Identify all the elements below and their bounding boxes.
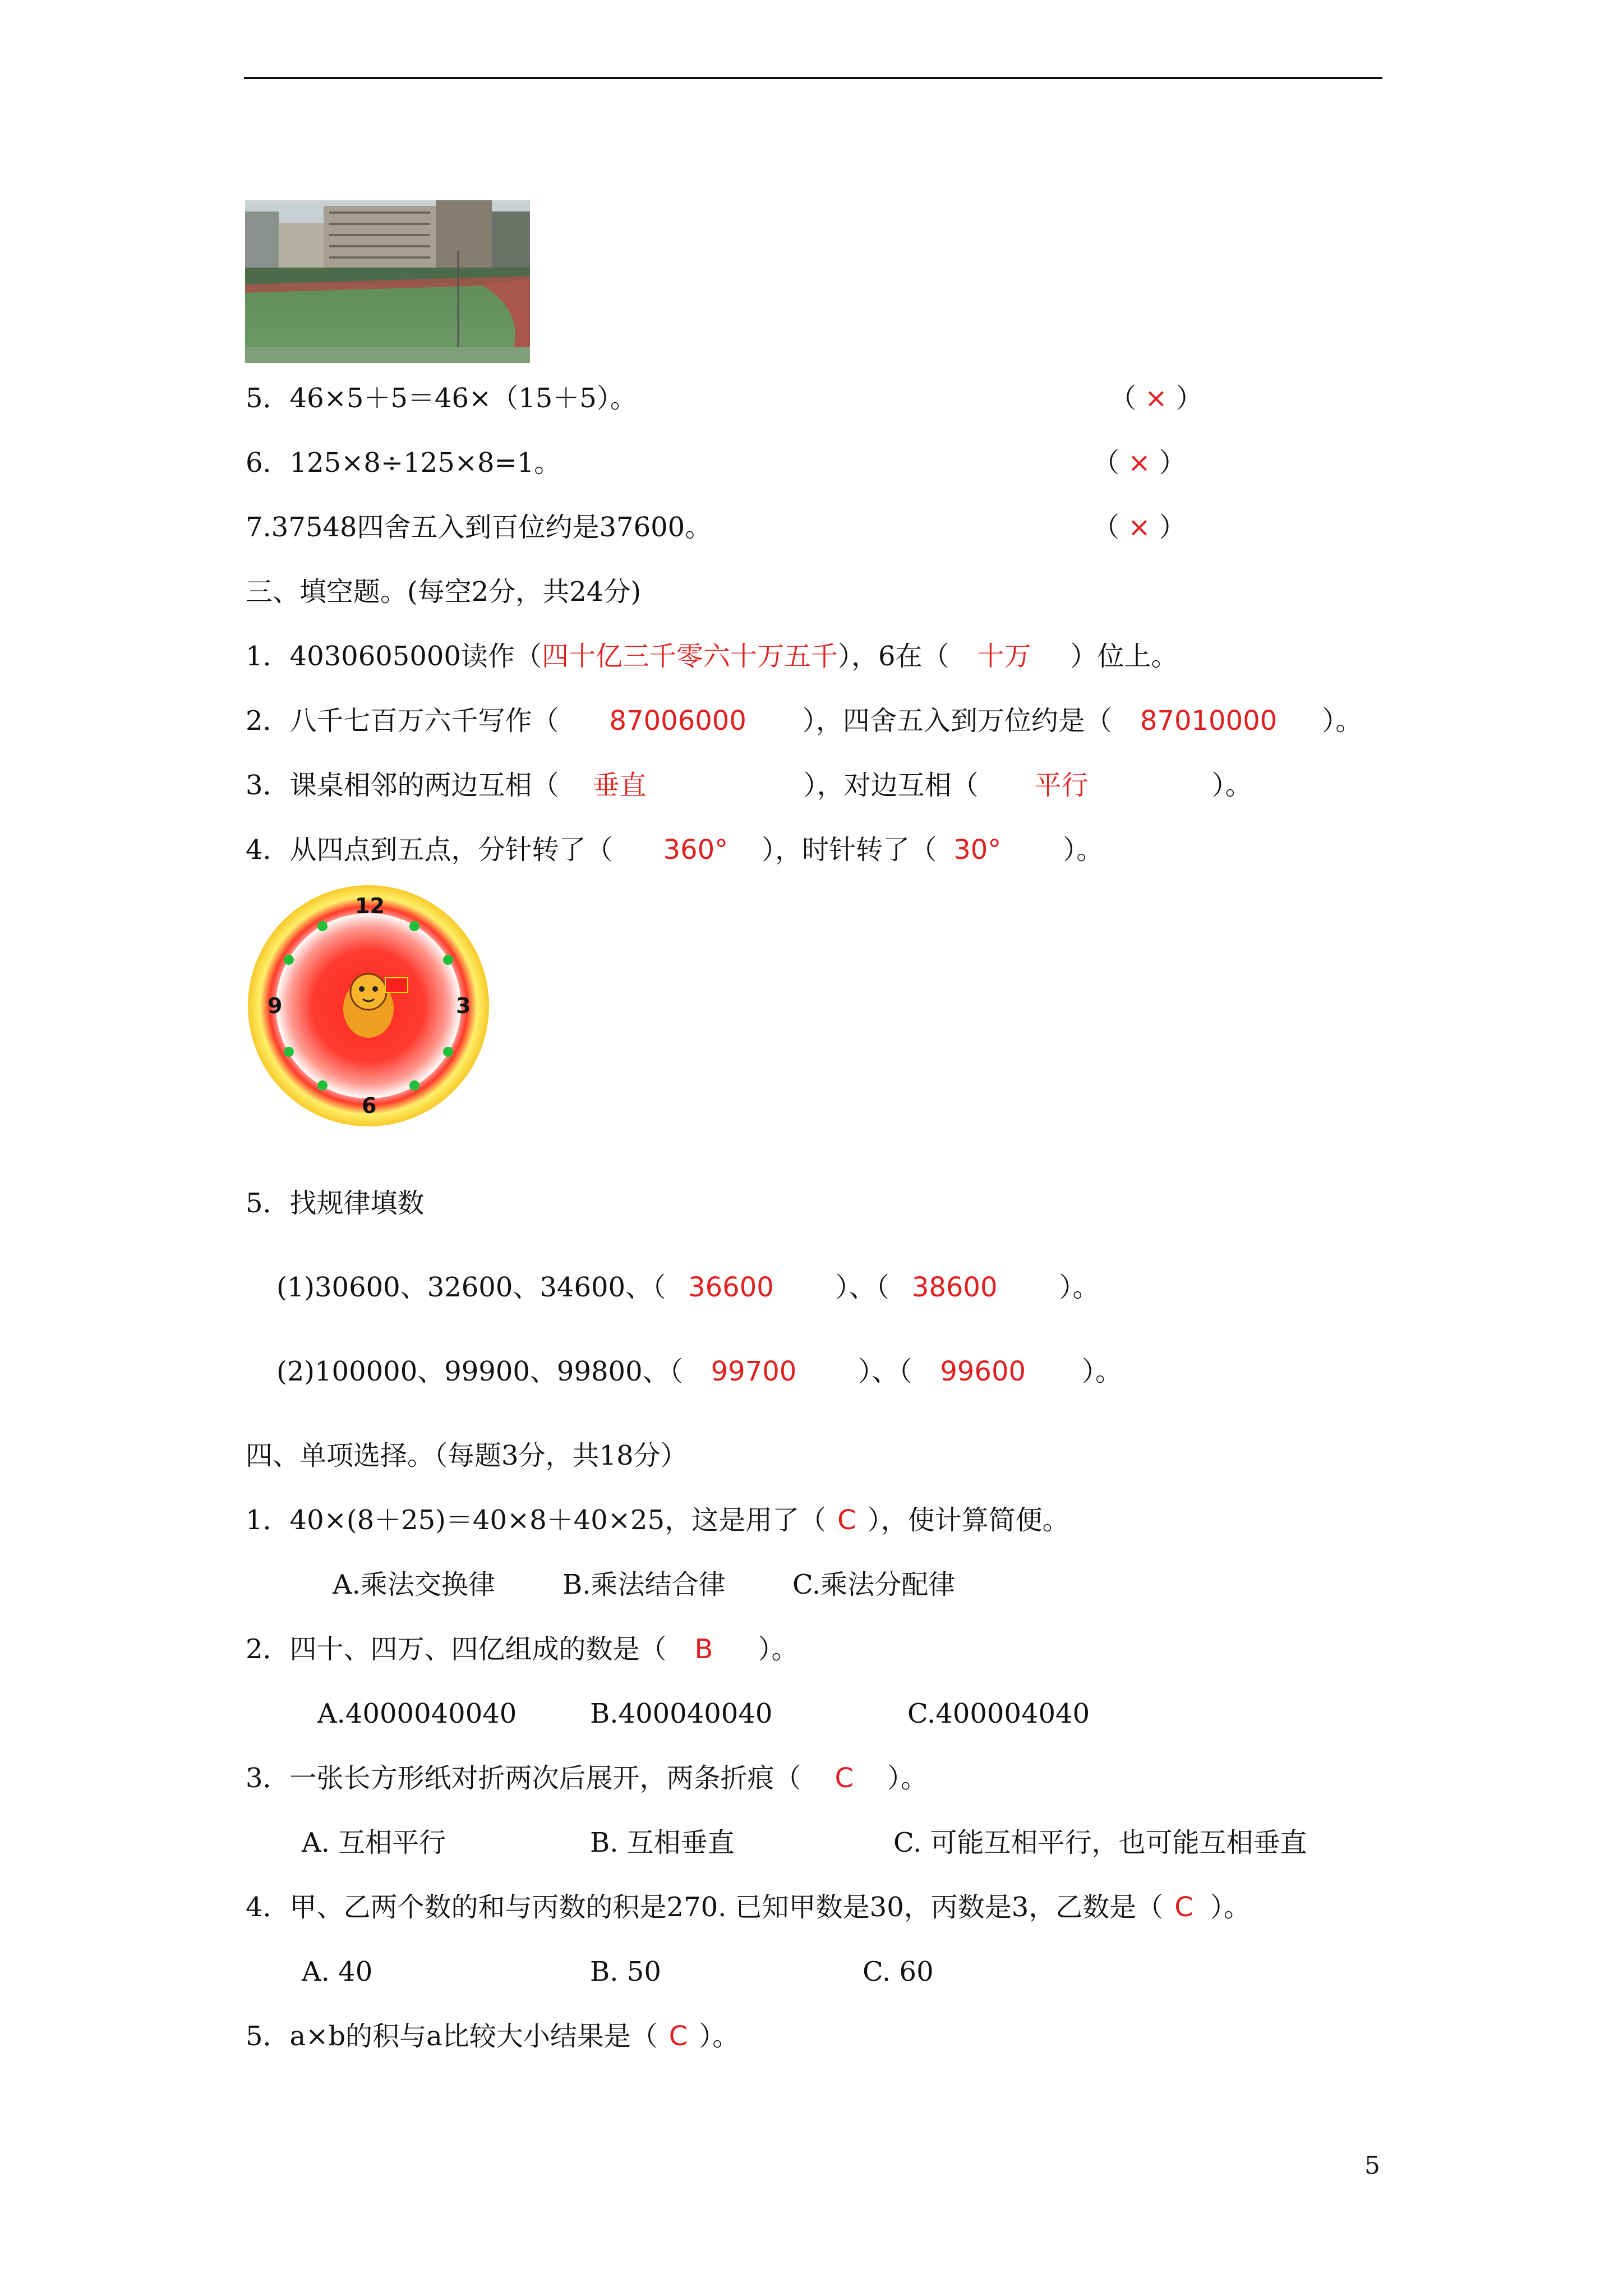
choice-q2: 2．四十、四万、四亿组成的数是（ B ）。 [246, 1634, 799, 1665]
clock-6: 6 [362, 1093, 377, 1118]
choice-q2-opt-a: A.4000040040 [317, 1698, 517, 1729]
judge-q5-mark: （ × ） [1109, 383, 1203, 414]
choice-q5: 5．a×b的积与a比较大小结果是（ C ）。 [246, 2021, 740, 2052]
choice-q1-opt-b: B.乘法结合律 [562, 1569, 726, 1600]
judge-q6: 6．125×8÷125×8=1。 [246, 447, 561, 478]
choice-q4-opt-a: A. 40 [302, 1956, 373, 1987]
choice-q3-opt-b: B. 互相垂直 [590, 1827, 735, 1858]
section3-title: 三、填空题。(每空2分，共24分) [246, 576, 642, 608]
choice-q4: 4．甲、乙两个数的和与丙数的积是270. 已知甲数是30，丙数是3，乙数是（ C ）。 [246, 1892, 1251, 1923]
choice-q3-opt-c: C. 可能互相平行，也可能互相垂直 [893, 1827, 1307, 1858]
choice-q3: 3．一张长方形纸对折两次后展开，两条折痕（ C ）。 [246, 1763, 928, 1794]
fill-q2: 2．八千七百万六千写作（ 87006000 ），四舍五入到万位约是（ 87010000 ）。 [246, 705, 1363, 737]
page-number: 5 [1364, 2151, 1380, 2180]
choice-q4-opt-c: C. 60 [863, 1956, 934, 1987]
judge-q7: 7.37548四舍五入到百位约是37600。 [246, 512, 712, 543]
fill-q3: 3．课桌相邻的两边互相（ 垂直 ），对边互相（ 平行 ）。 [246, 770, 1252, 801]
fill-q5-s1: (1)30600、32600、34600、（ 36600 ）、（ 38600 ）。 [276, 1272, 1100, 1303]
header-rule [244, 77, 1382, 79]
judge-q5: 5．46×5＋5＝46×（15＋5）。 [246, 383, 637, 414]
playground-photo [245, 200, 530, 363]
clock-image [245, 882, 492, 1129]
section4-title: 四、单项选择。（每题3分，共18分） [246, 1440, 688, 1471]
choice-q4-opt-b: B. 50 [590, 1956, 661, 1987]
choice-q2-opt-c: C.400004040 [907, 1698, 1090, 1729]
choice-q2-opt-b: B.400040040 [590, 1698, 773, 1729]
fill-q1: 1．4030605000读作（四十亿三千零六十万五千），6在（ 十万 ）位上。 [246, 641, 1178, 672]
choice-q3-opt-a: A. 互相平行 [302, 1827, 446, 1858]
choice-q1-opt-a: A.乘法交换律 [333, 1569, 495, 1600]
clock-3: 3 [456, 993, 471, 1018]
choice-q1-opt-c: C.乘法分配律 [792, 1569, 956, 1600]
fill-q5-s2: (2)100000、99900、99800、（ 99700 ）、（ 99600 ）。 [276, 1356, 1123, 1387]
fill-q4: 4．从四点到五点，分针转了（ 360° ），时针转了（ 30° ）。 [246, 834, 1104, 866]
judge-q6-mark: （ × ） [1092, 447, 1186, 478]
choice-q1: 1．40×(8＋25)＝40×8＋40×25，这是用了（ C ），使计算简便。 [246, 1504, 1069, 1536]
judge-q7-mark: （ × ） [1092, 512, 1186, 543]
fill-q5-title: 5．找规律填数 [246, 1188, 425, 1219]
clock-12: 12 [355, 894, 385, 918]
clock-9: 9 [268, 993, 283, 1018]
